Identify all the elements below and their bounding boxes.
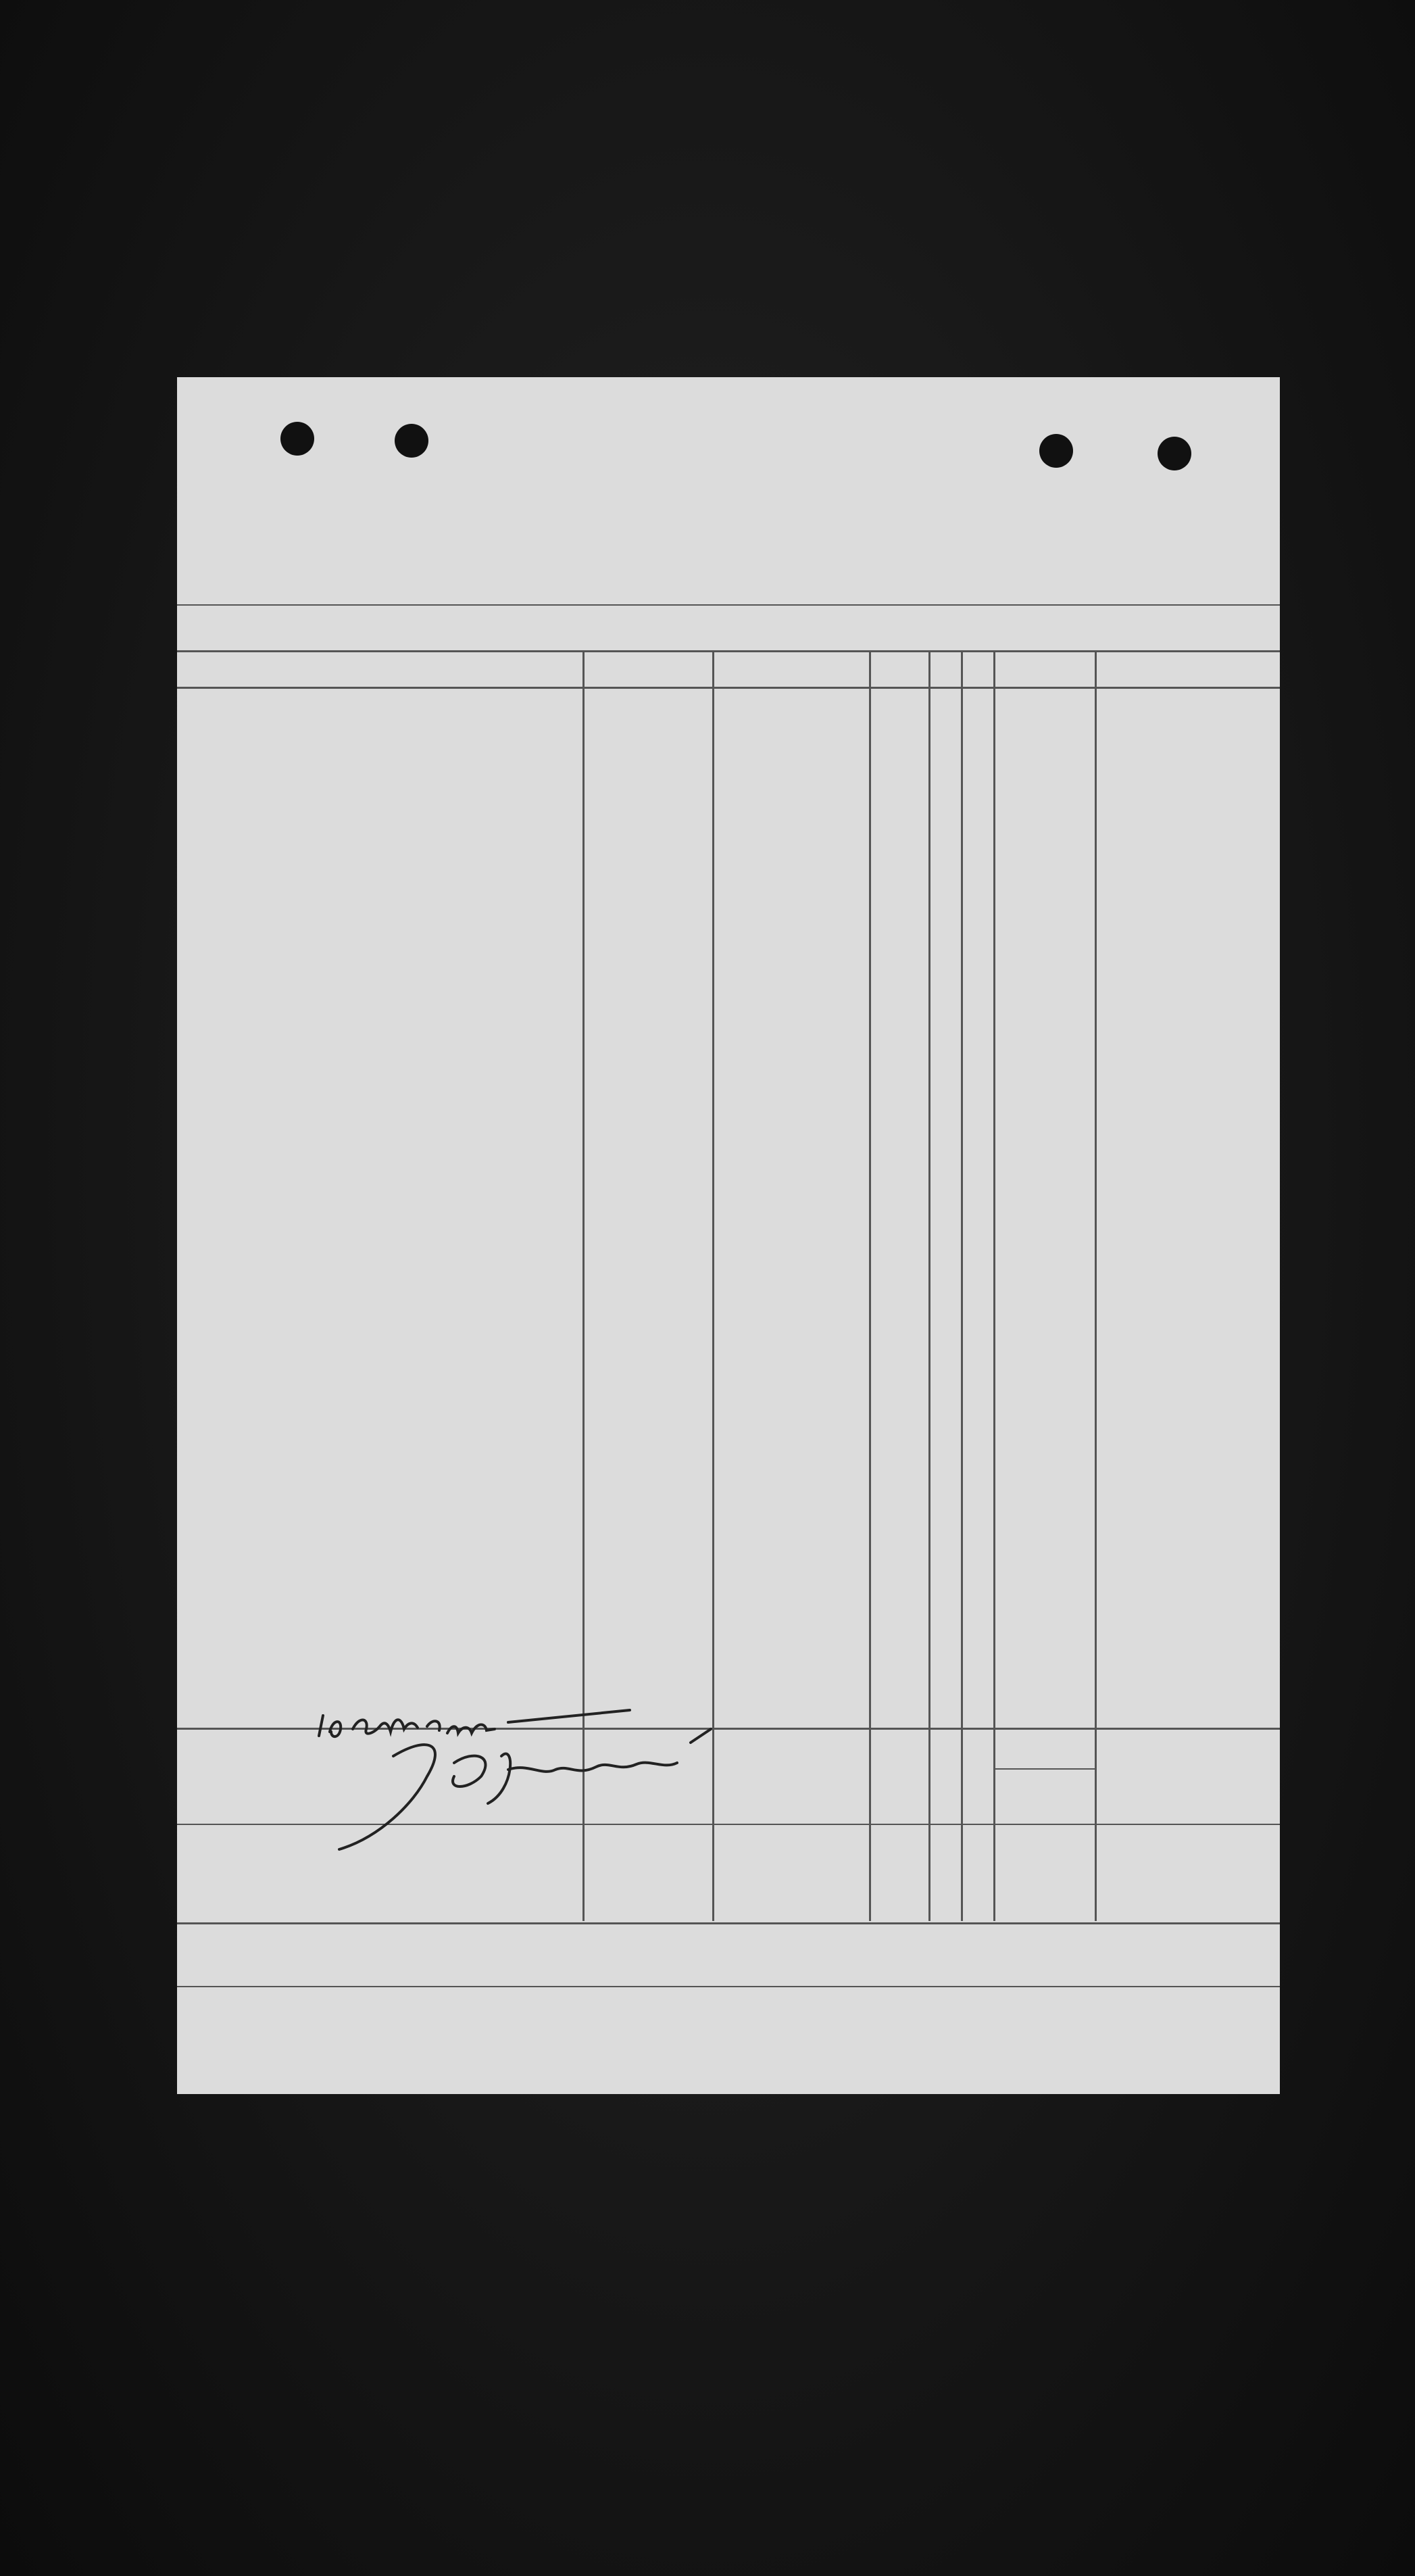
punch-hole [1158, 437, 1191, 470]
total-rule [993, 1768, 1095, 1770]
prepared-by-rule [177, 1986, 1280, 1987]
punch-hole [280, 422, 314, 456]
table-header-rule [177, 687, 1280, 689]
col-rule [961, 650, 963, 1921]
col-rule [993, 650, 995, 1921]
table-bottom-rule [177, 1922, 1280, 1924]
handwritten-signature [312, 1702, 772, 1864]
divider [177, 604, 1280, 606]
col-rule [928, 650, 930, 1921]
table-top-rule [177, 650, 1280, 652]
crew-manifest-document [177, 377, 1280, 2094]
punch-hole [1039, 434, 1073, 468]
col-rule [1095, 650, 1097, 1921]
punch-hole [395, 424, 428, 458]
col-rule [869, 650, 871, 1921]
